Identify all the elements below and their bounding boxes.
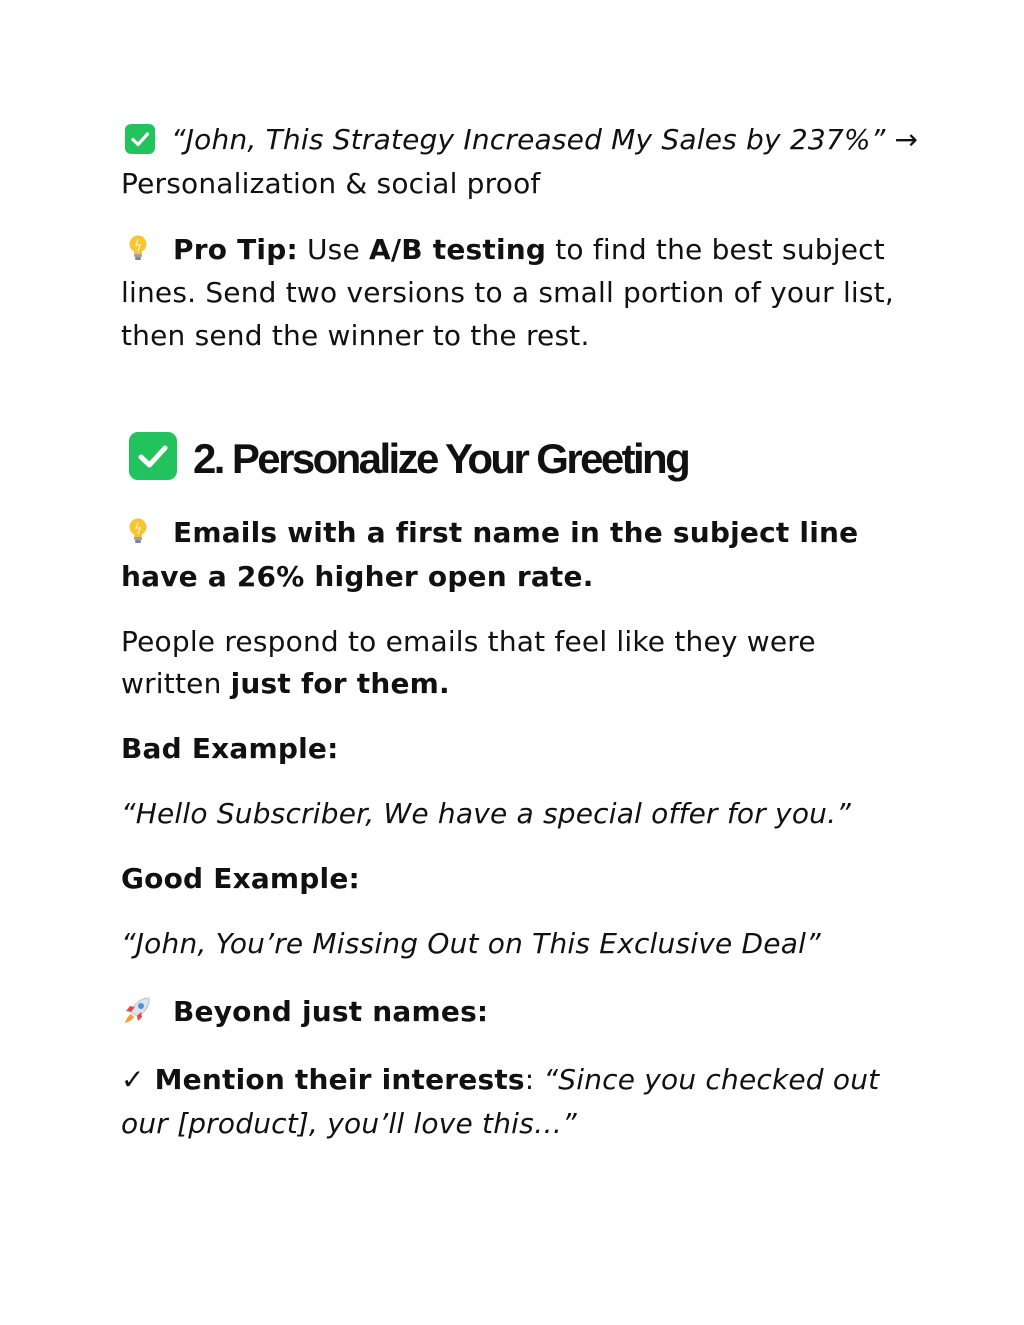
mention-quote: “Since you checked out our [product], you’ll love this…”	[121, 1063, 880, 1140]
good-example-label: Good Example:	[121, 862, 360, 895]
body-bold: just for them.	[230, 667, 450, 700]
stat-text: Emails with a first name in the subject line have a 26% higher open rate.	[121, 516, 859, 593]
document-page	[121, 118, 921, 1146]
intro-paragraph	[121, 118, 921, 206]
rocket-icon	[121, 994, 155, 1024]
body-text: People respond to emails that feel like they were written	[121, 625, 816, 700]
intro-note: Personalization & social proof	[121, 167, 541, 200]
check-glyph: ✓	[121, 1063, 145, 1096]
mention-colon: :	[524, 1063, 544, 1096]
light-bulb-icon	[121, 232, 155, 262]
bad-example-quote: “Hello Subscriber, We have a special offer for you.”	[121, 797, 851, 830]
pro-tip-text-rest: to find the best subject lines. Send two versions to a small portion of your list, then send the winner to the rest.	[121, 233, 894, 352]
arrow: →	[885, 123, 919, 156]
pro-tip-text: Use	[297, 233, 369, 266]
light-bulb-icon	[121, 515, 155, 545]
intro-quote: “John, This Strategy Increased My Sales by 237%”	[171, 123, 886, 156]
section-heading	[121, 429, 921, 489]
beyond-text: Beyond just names:	[173, 995, 489, 1028]
body-paragraph	[121, 621, 921, 705]
stat-paragraph	[121, 511, 921, 599]
heading-text: 2. Personalize Your Greeting	[193, 435, 689, 482]
good-example-quote: “John, You’re Missing Out on This Exclusive Deal”	[121, 927, 821, 960]
check-mark-button-icon	[125, 124, 155, 154]
mention-label: Mention their interests	[144, 1063, 525, 1096]
pro-tip-label: Pro Tip:	[173, 233, 298, 266]
mention-paragraph	[121, 1058, 921, 1146]
ab-testing-term: A/B testing	[368, 233, 547, 266]
pro-tip-paragraph	[121, 228, 921, 357]
bad-example-label: Bad Example:	[121, 732, 339, 765]
check-mark-button-icon	[129, 432, 177, 480]
beyond-paragraph	[121, 990, 921, 1034]
